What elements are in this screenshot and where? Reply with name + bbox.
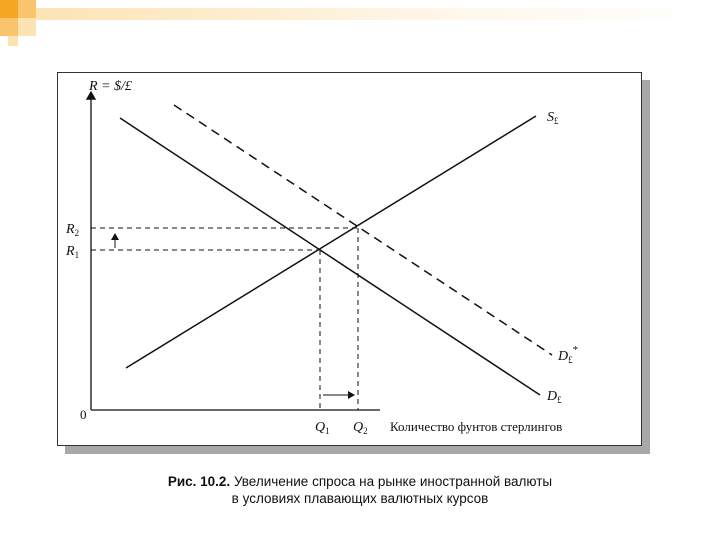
supply-label: $S_£$: [547, 110, 559, 126]
y-axis-label: R = $/£: [89, 79, 132, 94]
figure-caption-line1: [0, 474, 720, 489]
new-demand-label: $D_£^*$: [558, 344, 579, 365]
demand-curve: [120, 118, 540, 395]
figure-caption-line2: в условиях плавающих валютных курсов: [231, 491, 489, 506]
new-demand-curve: [174, 105, 552, 355]
r2-label: $R_2$: [66, 222, 80, 238]
supply-curve: [126, 116, 536, 368]
q1-label: $Q_1$: [315, 420, 330, 436]
demand-label: $D_£$: [547, 389, 562, 405]
figure-number: Рис. 10.2.: [167, 474, 231, 489]
r1-label: $R_1$: [66, 244, 80, 260]
q2-label: $Q_2$: [353, 420, 368, 436]
origin-label: 0: [80, 407, 87, 422]
x-axis-label: Количество фунтов стерлингов: [390, 419, 563, 434]
caption-text-1: Увеличение спроса на рынке иностранной валюты: [233, 474, 553, 489]
